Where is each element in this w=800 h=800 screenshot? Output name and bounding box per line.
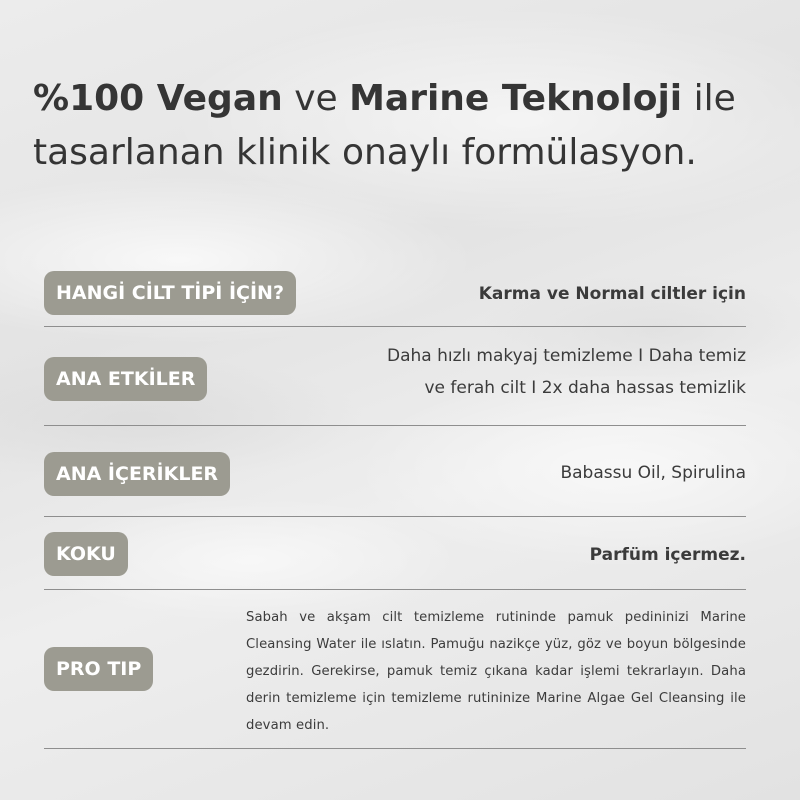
divider	[44, 425, 746, 426]
headline-marine-tech: Marine Teknoloji	[349, 78, 683, 119]
divider	[44, 326, 746, 327]
skin-type-value: Karma ve Normal ciltler için	[478, 284, 746, 304]
headline-line2: tasarlanan klinik onaylı formülasyon.	[33, 132, 697, 173]
ingredients-value: Babassu Oil, Spirulina	[560, 463, 746, 483]
skin-type-label: HANGİ CİLT TİPİ İÇİN?	[44, 271, 296, 315]
divider	[44, 516, 746, 517]
pro-tip-label: PRO TIP	[44, 647, 153, 691]
effects-label: ANA ETKİLER	[44, 357, 207, 401]
effects-value-line1: Daha hızlı makyaj temizleme I Daha temiz	[387, 346, 746, 366]
headline-connector: ve	[282, 78, 350, 119]
scent-value: Parfüm içermez.	[589, 545, 746, 565]
scent-label: KOKU	[44, 532, 128, 576]
ingredients-label: ANA İÇERİKLER	[44, 452, 230, 496]
divider	[44, 589, 746, 590]
divider	[44, 748, 746, 749]
effects-value-line2: ve ferah cilt I 2x daha hassas temizlik	[424, 378, 746, 398]
effects-value	[387, 340, 746, 404]
pro-tip-text: Sabah ve akşam cilt temizleme rutininde pamuk pedininizi Marine Cleansing Water ile ıslatın. Pamuğu nazikçe yüz, göz ve boyun bölgesinde gezdirin. Gerekirse, pamuk temiz çıkana kadar işlemi tekrarlayın. Daha derin temizleme için temizleme rutininize Marine Algae Gel Cleansing ile devam edin.	[246, 610, 746, 733]
headline	[33, 72, 773, 180]
headline-ile: ile	[682, 78, 736, 119]
headline-vegan: %100 Vegan	[33, 78, 283, 119]
